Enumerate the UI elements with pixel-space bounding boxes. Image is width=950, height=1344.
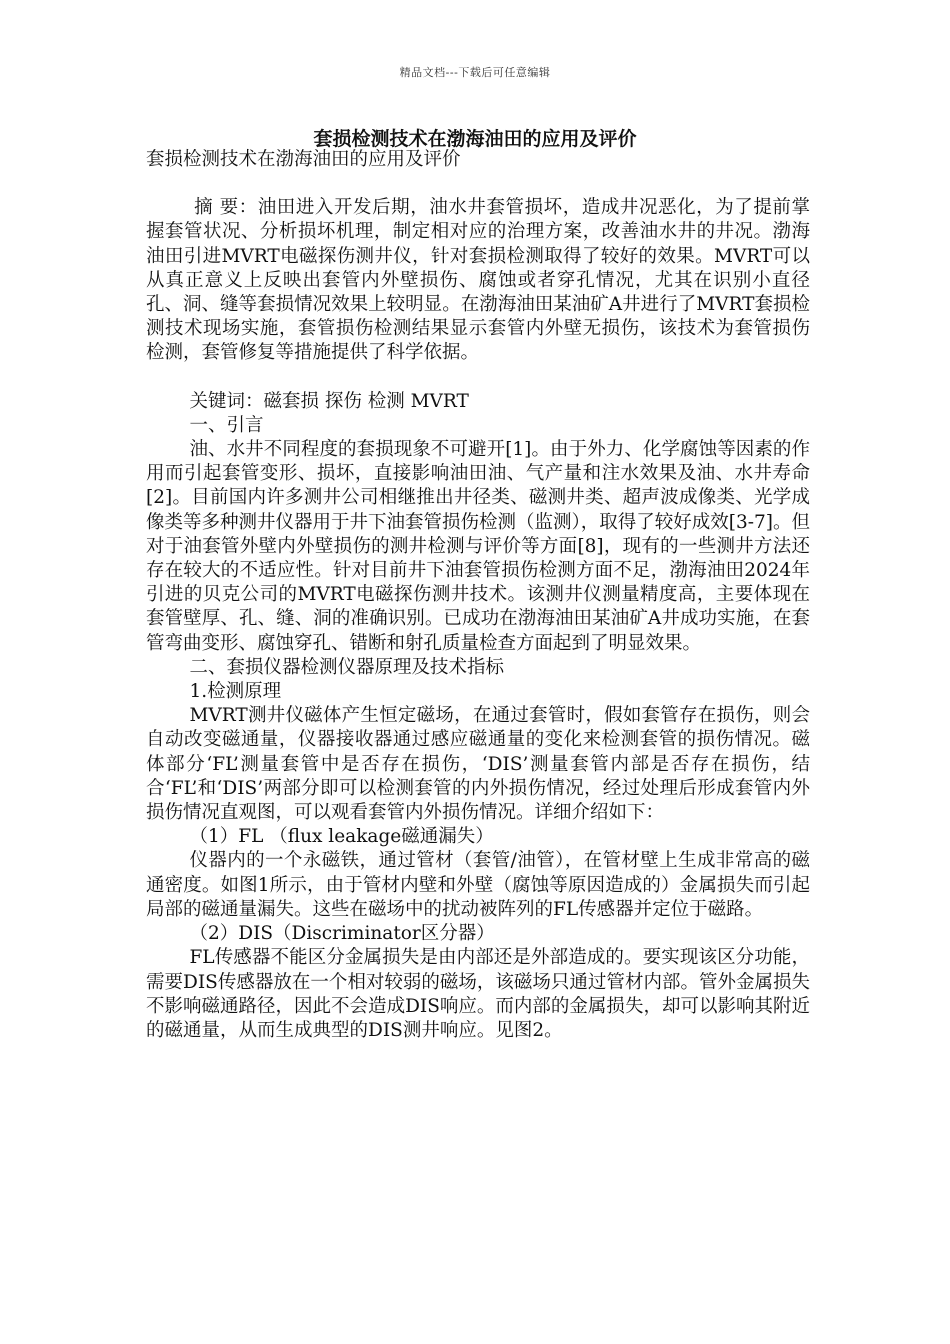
- fl-heading: （1）FL （flux leakage磁通漏失）: [189, 826, 494, 848]
- fl-paragraph: 仪器内的一个永磁铁，通过管材（套管/油管），在管材壁上生成非常高的磁通密度。如图1所示，由于管材内壁和外壁（腐蚀等原因造成的）金属损失而引起局部的磁通量漏失。这些在磁场中的扰动被阵列的FL传感器并定位于磁路。: [146, 850, 810, 920]
- keywords-line: 关键词：磁套损 探伤 检测 MVRT: [189, 390, 469, 412]
- spacer: [146, 172, 810, 196]
- dis-heading: （2）DIS（Discriminator区分器）: [189, 923, 495, 945]
- abstract-paragraph: 摘 要：油田进入开发后期，油水井套管损坏，造成井况恶化，为了提前掌握套管状况、分析损坏机理，制定相对应的治理方案，改善油水井的井况。渤海油田引进MVRT电磁探伤测井仪，针对套损检测取得了较好的效果。MVRT可以从真正意义上反映出套管内外壁损伤、腐蚀或者穿孔情况，尤其在识别小直径孔、洞、缝等套损情况效果上较明显。在渤海油田某油矿A井进行了MVRT套损检测技术现场实施，套管损伤检测结果显示套管内外壁无损伤，该技术为套管损伤检测，套管修复等措施提供了科学依据。: [146, 197, 810, 364]
- dis-paragraph: FL传感器不能区分金属损失是由内部还是外部造成的。要实现该区分功能，需要DIS传感器放在一个相对较弱的磁场，该磁场只通过管材内部。管外金属损失不影响磁通路径，因此不会造成DIS响应。而内部的金属损失，却可以影响其附近的磁通量，从而生成典型的DIS测井响应。见图2。: [146, 947, 810, 1041]
- section-heading-principle: 二、套损仪器检测仪器原理及技术指标: [189, 656, 504, 678]
- document-body: [146, 148, 810, 1043]
- header-note: 精品文档---下载后可任意编辑: [399, 66, 551, 79]
- document-subtitle: 套损检测技术在渤海油田的应用及评价: [146, 149, 461, 170]
- spacer: [146, 366, 810, 390]
- detection-paragraph: MVRT测井仪磁体产生恒定磁场，在通过套管时，假如套管存在损伤，则会自动改变磁通量，仪器接收器通过感应磁通量的变化来检测套管的损伤情况。磁体部分‘FL’测量套管中是否存在损伤，‘DIS’测量套管内部是否存在损伤，结合‘FL’和‘DIS’两部分即可以检测套管的内外损伤情况，经过处理后形成套管内外损伤情况直观图，可以观看套管内外损伤情况。详细介绍如下：: [146, 705, 810, 824]
- intro-paragraph: 油、水井不同程度的套损现象不可避开[1]。由于外力、化学腐蚀等因素的作用而引起套管变形、损坏，直接影响油田油、气产量和注水效果及油、水井寿命[2]。目前国内许多测井公司相继推出井径类、磁测井类、超声波成像类、光学成像类等多种测井仪器用于井下油套管损伤检测（监测），取得了较好成效[3-7]。但对于油套管外壁内外壁损伤的测井检测与评价等方面[8]，现有的一些测井方法还存在较大的不适应性。针对目前井下油套管损伤检测方面不足，渤海油田2024年引进的贝克公司的MVRT电磁探伤测井技术。该测井仪测量精度高，主要体现在套管壁厚、孔、缝、洞的准确识别。已成功在渤海油田某油矿A井成功实施，在套管弯曲变形、腐蚀穿孔、错断和射孔质量检查方面起到了明显效果。: [146, 439, 810, 654]
- section-heading-intro: 一、引言: [189, 414, 264, 436]
- page-title: 套损检测技术在渤海油田的应用及评价: [313, 128, 637, 150]
- subsection-heading-detection: 1.检测原理: [189, 681, 282, 703]
